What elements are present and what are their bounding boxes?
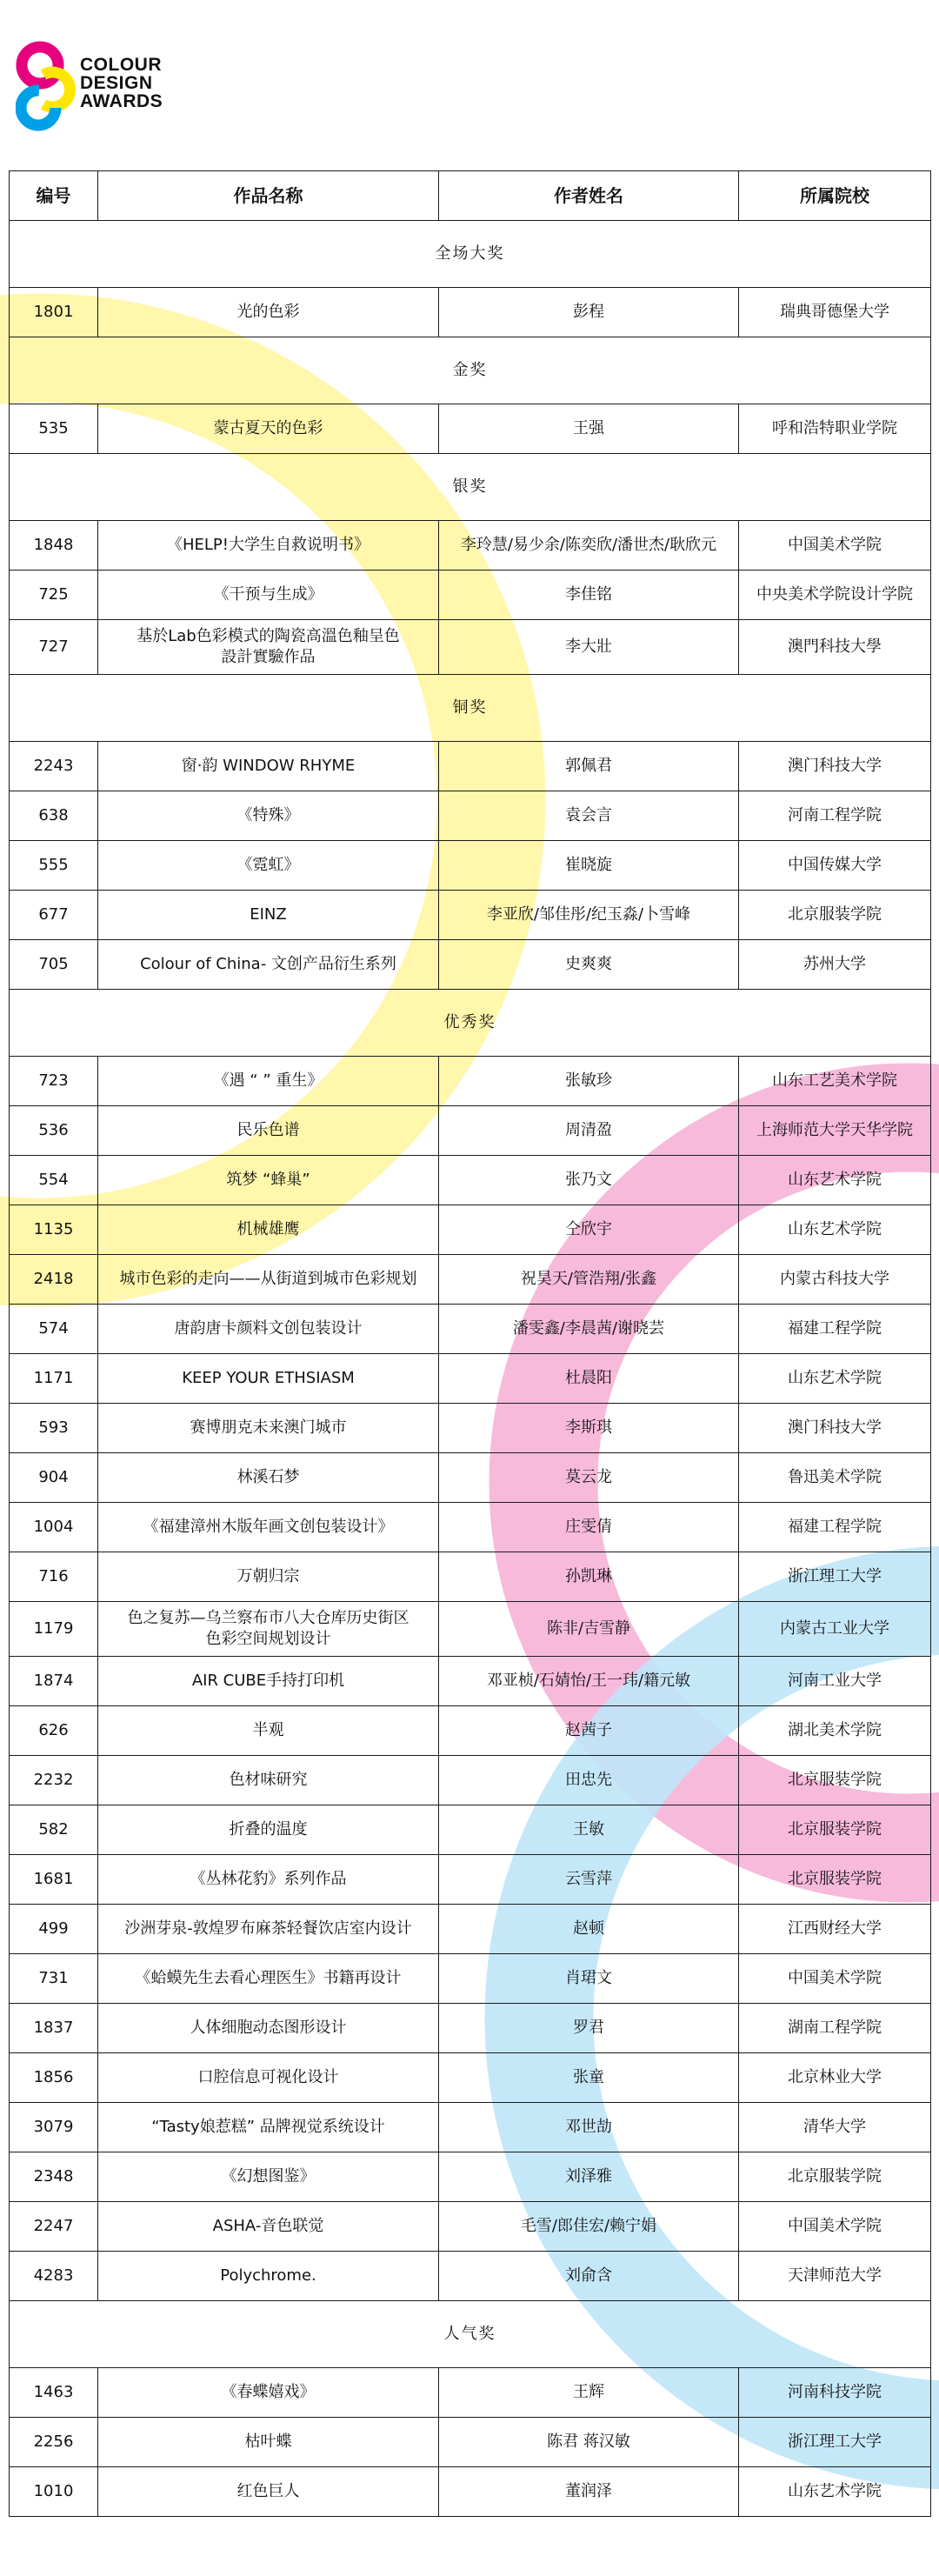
cell-work-title: 唐韵唐卡颜料文创包装设计 — [98, 1305, 439, 1354]
cell-author: 王强 — [439, 404, 739, 454]
cell-work-title: 色材味研究 — [98, 1756, 439, 1805]
column-header-author: 作者姓名 — [439, 171, 739, 221]
cell-work-title: 枯叶蝶 — [98, 2418, 439, 2467]
cell-work-title: 《特殊》 — [98, 791, 439, 841]
logo-line: DESIGN — [80, 73, 153, 93]
table-row — [10, 404, 931, 454]
cell-school: 河南科技学院 — [739, 2368, 931, 2418]
cell-school: 清华大学 — [739, 2103, 931, 2152]
cell-work-title: 光的色彩 — [98, 288, 439, 337]
cell-id: 904 — [10, 1453, 98, 1503]
cell-id: 593 — [10, 1404, 98, 1453]
cell-author: 潘雯鑫/李晨茜/谢晓芸 — [439, 1305, 739, 1354]
table-row — [10, 1057, 931, 1106]
cell-school: 山东艺术学院 — [739, 1205, 931, 1255]
cell-id: 1874 — [10, 1657, 98, 1706]
cell-work-title: 基於Lab色彩模式的陶瓷高溫色釉呈色 設計實驗作品 — [98, 620, 439, 675]
cell-author: 李亚欣/邹佳彤/纪玉淼/卜雪峰 — [439, 891, 739, 940]
cell-id: 554 — [10, 1156, 98, 1205]
table-row — [10, 1205, 931, 1255]
cell-author: 刘泽雅 — [439, 2152, 739, 2202]
cell-author: 庄雯倩 — [439, 1503, 739, 1552]
cell-id: 638 — [10, 791, 98, 841]
cell-school: 福建工程学院 — [739, 1305, 931, 1354]
cell-school: 中国美术学院 — [739, 1954, 931, 2004]
cell-id: 1171 — [10, 1354, 98, 1404]
table-row — [10, 1552, 931, 1602]
cell-school: 澳門科技大學 — [739, 620, 931, 675]
cell-school: 河南工程学院 — [739, 791, 931, 841]
cell-work-title: 口腔信息可视化设计 — [98, 2053, 439, 2103]
cell-work-title: 色之复苏—乌兰察布市八大仓库历史街区 色彩空间规划设计 — [98, 1602, 439, 1657]
award-section-title: 铜奖 — [10, 675, 931, 742]
cell-author: 王敏 — [439, 1805, 739, 1855]
cell-school: 北京服装学院 — [739, 2152, 931, 2202]
cell-id: 1801 — [10, 288, 98, 337]
cell-id: 727 — [10, 620, 98, 675]
cell-author: 张童 — [439, 2053, 739, 2103]
cell-author: 周清盈 — [439, 1106, 739, 1156]
table-row — [10, 1805, 931, 1855]
cell-school: 内蒙古科技大学 — [739, 1255, 931, 1305]
section-row — [10, 675, 931, 742]
cell-id: 2247 — [10, 2202, 98, 2252]
cell-work-title: 《幻想图鉴》 — [98, 2152, 439, 2202]
cell-id: 1848 — [10, 521, 98, 571]
section-row — [10, 337, 931, 404]
logo-line: COLOUR — [80, 55, 162, 75]
section-row — [10, 454, 931, 521]
table-row — [10, 1106, 931, 1156]
cell-id: 626 — [10, 1706, 98, 1756]
table-row — [10, 2418, 931, 2467]
cell-id: 4283 — [10, 2252, 98, 2301]
cell-work-title: 《干预与生成》 — [98, 571, 439, 620]
cell-author: 云雪萍 — [439, 1855, 739, 1905]
cell-work-title: 城市色彩的走向——从街道到城市色彩规划 — [98, 1255, 439, 1305]
cell-id: 1681 — [10, 1855, 98, 1905]
cell-work-title: 沙洲芽泉-敦煌罗布麻茶轻餐饮店室内设计 — [98, 1905, 439, 1954]
table-row — [10, 1602, 931, 1657]
table-row — [10, 2368, 931, 2418]
table-row — [10, 1756, 931, 1805]
table-row — [10, 2103, 931, 2152]
cell-work-title: 筑梦 “蜂巢” — [98, 1156, 439, 1205]
cell-id: 725 — [10, 571, 98, 620]
table-row — [10, 2004, 931, 2053]
award-section-title: 银奖 — [10, 454, 931, 521]
cell-school: 北京林业大学 — [739, 2053, 931, 2103]
cell-work-title: Polychrome. — [98, 2252, 439, 2301]
cell-work-title: 蒙古夏天的色彩 — [98, 404, 439, 454]
cell-work-title: 林溪石梦 — [98, 1453, 439, 1503]
section-row — [10, 990, 931, 1057]
cell-id: 716 — [10, 1552, 98, 1602]
cell-author: 张乃文 — [439, 1156, 739, 1205]
cell-author: 郭佩君 — [439, 742, 739, 791]
cell-work-title: 红色巨人 — [98, 2467, 439, 2517]
cell-work-title: “Tasty娘惹糕” 品牌视觉系统设计 — [98, 2103, 439, 2152]
cell-school: 山东工艺美术学院 — [739, 1057, 931, 1106]
table-row — [10, 2202, 931, 2252]
cell-school: 内蒙古工业大学 — [739, 1602, 931, 1657]
cell-work-title: ASHA-音色联觉 — [98, 2202, 439, 2252]
table-row — [10, 1156, 931, 1205]
table-row — [10, 1706, 931, 1756]
cell-school: 浙江理工大学 — [739, 1552, 931, 1602]
cell-id: 2256 — [10, 2418, 98, 2467]
table-row — [10, 2053, 931, 2103]
cell-work-title: 《遇 “ ” 重生》 — [98, 1057, 439, 1106]
cell-school: 澳门科技大学 — [739, 1404, 931, 1453]
cell-school: 中国传媒大学 — [739, 841, 931, 891]
cell-author: 董润泽 — [439, 2467, 739, 2517]
table-row — [10, 1954, 931, 2004]
cell-author: 邓世劼 — [439, 2103, 739, 2152]
cell-work-title: KEEP YOUR ETHSIASM — [98, 1354, 439, 1404]
cell-id: 1004 — [10, 1503, 98, 1552]
awards-table — [9, 170, 931, 2517]
cell-author: 仝欣宇 — [439, 1205, 739, 1255]
cell-id: 555 — [10, 841, 98, 891]
cell-work-title: 《春蝶嬉戏》 — [98, 2368, 439, 2418]
cell-work-title: 人体细胞动态图形设计 — [98, 2004, 439, 2053]
logo-wordmark — [80, 56, 163, 110]
cell-id: 1856 — [10, 2053, 98, 2103]
cell-id: 677 — [10, 891, 98, 940]
table-row — [10, 2467, 931, 2517]
cell-author: 孙凯琳 — [439, 1552, 739, 1602]
section-row — [10, 2301, 931, 2368]
cell-work-title: 赛博朋克未来澳门城市 — [98, 1404, 439, 1453]
cell-school: 瑞典哥德堡大学 — [739, 288, 931, 337]
cell-author: 李大壯 — [439, 620, 739, 675]
cell-id: 2348 — [10, 2152, 98, 2202]
cell-work-title: Colour of China- 文创产品衍生系列 — [98, 940, 439, 990]
table-row — [10, 841, 931, 891]
cell-id: 3079 — [10, 2103, 98, 2152]
cell-work-title: 半观 — [98, 1706, 439, 1756]
award-section-title: 全场大奖 — [10, 221, 931, 288]
cell-author: 李佳铭 — [439, 571, 739, 620]
cell-id: 1837 — [10, 2004, 98, 2053]
cell-school: 中国美术学院 — [739, 2202, 931, 2252]
table-row — [10, 1305, 931, 1354]
cell-author: 陈君 蒋汉敏 — [439, 2418, 739, 2467]
table-row — [10, 571, 931, 620]
cell-id: 536 — [10, 1106, 98, 1156]
cell-id: 499 — [10, 1905, 98, 1954]
cell-work-title: 《HELP!大学生自救说明书》 — [98, 521, 439, 571]
cell-work-title: EINZ — [98, 891, 439, 940]
cell-school: 山东艺术学院 — [739, 1156, 931, 1205]
cell-school: 浙江理工大学 — [739, 2418, 931, 2467]
cell-author: 杜晨阳 — [439, 1354, 739, 1404]
cell-author: 邓亚桢/石婧怡/王一玮/籍元敏 — [439, 1657, 739, 1706]
cell-author: 田忠先 — [439, 1756, 739, 1805]
cell-author: 李斯琪 — [439, 1404, 739, 1453]
cell-work-title: 窗·韵 WINDOW RHYME — [98, 742, 439, 791]
section-row — [10, 221, 931, 288]
table-row — [10, 1453, 931, 1503]
cell-id: 705 — [10, 940, 98, 990]
cell-school: 北京服装学院 — [739, 1756, 931, 1805]
cell-author: 祝昊天/管浩翔/张鑫 — [439, 1255, 739, 1305]
cell-school: 湖南工程学院 — [739, 2004, 931, 2053]
cell-author: 彭程 — [439, 288, 739, 337]
cell-id: 574 — [10, 1305, 98, 1354]
award-section-title: 优秀奖 — [10, 990, 931, 1057]
table-row — [10, 1404, 931, 1453]
table-row — [10, 1855, 931, 1905]
table-row — [10, 2252, 931, 2301]
cell-work-title: 《蛤蟆先生去看心理医生》书籍再设计 — [98, 1954, 439, 2004]
column-header-id: 编号 — [10, 171, 98, 221]
table-row — [10, 1503, 931, 1552]
cell-author: 崔晓旋 — [439, 841, 739, 891]
cell-school: 鲁迅美术学院 — [739, 1453, 931, 1503]
cell-school: 中央美术学院设计学院 — [739, 571, 931, 620]
cell-school: 苏州大学 — [739, 940, 931, 990]
cell-school: 河南工业大学 — [739, 1657, 931, 1706]
logo-mark-icon — [16, 35, 77, 139]
logo-line: AWARDS — [80, 91, 163, 111]
cell-author: 赵顿 — [439, 1905, 739, 1954]
table-row — [10, 521, 931, 571]
cell-work-title: AIR CUBE手持打印机 — [98, 1657, 439, 1706]
table-row — [10, 2152, 931, 2202]
cell-author: 莫云龙 — [439, 1453, 739, 1503]
cell-school: 澳门科技大学 — [739, 742, 931, 791]
table-row — [10, 1657, 931, 1706]
cell-author: 王辉 — [439, 2368, 739, 2418]
cell-author: 袁会言 — [439, 791, 739, 841]
award-section-title: 人气奖 — [10, 2301, 931, 2368]
table-header-row — [10, 171, 931, 221]
cell-id: 2418 — [10, 1255, 98, 1305]
cell-id: 1179 — [10, 1602, 98, 1657]
cell-author: 肖珺文 — [439, 1954, 739, 2004]
table-row — [10, 891, 931, 940]
cell-school: 福建工程学院 — [739, 1503, 931, 1552]
cell-work-title: 《霓虹》 — [98, 841, 439, 891]
awards-table-body — [10, 221, 931, 2517]
colour-design-awards-logo — [16, 35, 190, 139]
table-row — [10, 288, 931, 337]
cell-work-title: 机械雄鹰 — [98, 1205, 439, 1255]
cell-school: 湖北美术学院 — [739, 1706, 931, 1756]
cell-id: 1135 — [10, 1205, 98, 1255]
table-row — [10, 742, 931, 791]
cell-school: 上海师范大学天华学院 — [739, 1106, 931, 1156]
table-row — [10, 620, 931, 675]
cell-author: 李玲慧/易少余/陈奕欣/潘世杰/耿欣元 — [439, 521, 739, 571]
cell-work-title: 民乐色谱 — [98, 1106, 439, 1156]
cell-school: 北京服装学院 — [739, 891, 931, 940]
cell-author: 赵茜子 — [439, 1706, 739, 1756]
cell-work-title: 《福建漳州木版年画文创包装设计》 — [98, 1503, 439, 1552]
table-row — [10, 940, 931, 990]
cell-work-title: 《丛林花豹》系列作品 — [98, 1855, 439, 1905]
cell-id: 1463 — [10, 2368, 98, 2418]
cell-id: 1010 — [10, 2467, 98, 2517]
cell-author: 张敏珍 — [439, 1057, 739, 1106]
cell-school: 呼和浩特职业学院 — [739, 404, 931, 454]
cell-author: 陈非/吉雪静 — [439, 1602, 739, 1657]
cell-school: 天津师范大学 — [739, 2252, 931, 2301]
cell-id: 582 — [10, 1805, 98, 1855]
cell-author: 刘俞含 — [439, 2252, 739, 2301]
cell-school: 中国美术学院 — [739, 521, 931, 571]
cell-id: 2232 — [10, 1756, 98, 1805]
cell-author: 史爽爽 — [439, 940, 739, 990]
table-row — [10, 1255, 931, 1305]
table-row — [10, 791, 931, 841]
cell-school: 北京服装学院 — [739, 1805, 931, 1855]
cell-work-title: 折叠的温度 — [98, 1805, 439, 1855]
table-row — [10, 1354, 931, 1404]
cell-school: 山东艺术学院 — [739, 2467, 931, 2517]
cell-author: 罗君 — [439, 2004, 739, 2053]
cell-school: 江西财经大学 — [739, 1905, 931, 1954]
award-section-title: 金奖 — [10, 337, 931, 404]
cell-id: 535 — [10, 404, 98, 454]
column-header-school: 所属院校 — [739, 171, 931, 221]
cell-id: 731 — [10, 1954, 98, 2004]
cell-school: 山东艺术学院 — [739, 1354, 931, 1404]
cell-author: 毛雪/郎佳宏/赖宁娟 — [439, 2202, 739, 2252]
cell-school: 北京服装学院 — [739, 1855, 931, 1905]
column-header-work-title: 作品名称 — [98, 171, 439, 221]
cell-work-title: 万朝归宗 — [98, 1552, 439, 1602]
cell-id: 2243 — [10, 742, 98, 791]
table-row — [10, 1905, 931, 1954]
cell-id: 723 — [10, 1057, 98, 1106]
